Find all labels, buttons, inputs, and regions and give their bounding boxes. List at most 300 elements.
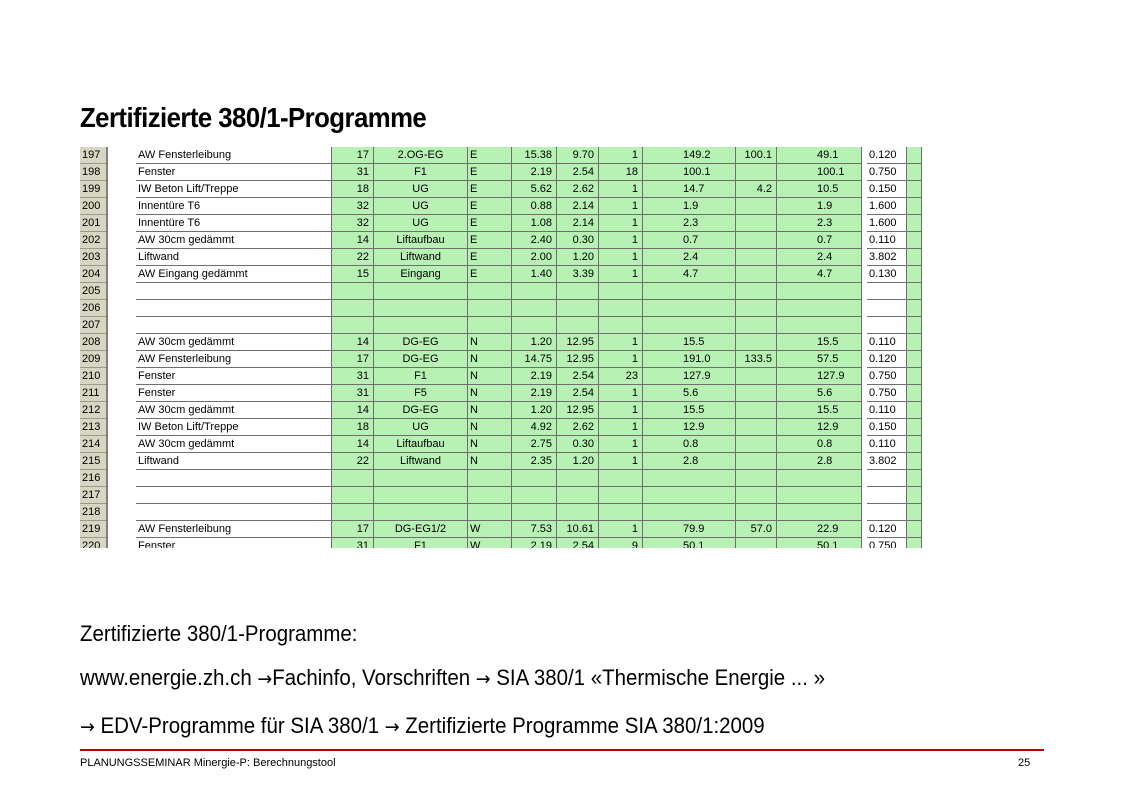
cell-v2 bbox=[557, 317, 599, 334]
cell-code: 22 bbox=[332, 249, 374, 266]
cell-x bbox=[907, 351, 922, 368]
row-number: 201 bbox=[80, 215, 106, 232]
cell-n: 1 bbox=[599, 521, 643, 538]
row-number: 205 bbox=[80, 283, 106, 300]
table-row bbox=[136, 487, 922, 504]
cell-x bbox=[907, 368, 922, 385]
cell-c: 49.1 bbox=[777, 147, 862, 164]
cell-v2: 1.20 bbox=[557, 453, 599, 470]
cell-c: 22.9 bbox=[777, 521, 862, 538]
cell-u bbox=[867, 317, 907, 334]
cell-x bbox=[907, 470, 922, 487]
row-number: 215 bbox=[80, 453, 106, 470]
cell-b bbox=[736, 470, 777, 487]
cell-dir: E bbox=[468, 164, 512, 181]
table-row bbox=[136, 385, 922, 402]
table-row bbox=[136, 334, 922, 351]
table-row bbox=[136, 470, 922, 487]
cell-v2 bbox=[557, 300, 599, 317]
cell-b bbox=[736, 385, 777, 402]
cell-loc: UG bbox=[374, 215, 468, 232]
cell-n: 1 bbox=[599, 266, 643, 283]
cell-code bbox=[332, 317, 374, 334]
cell-n: 18 bbox=[599, 164, 643, 181]
cell-n: 1 bbox=[599, 232, 643, 249]
cell-x bbox=[907, 232, 922, 249]
cell-n bbox=[599, 300, 643, 317]
cell-u: 3.802 bbox=[867, 249, 907, 266]
row-number: 216 bbox=[80, 470, 106, 487]
footer-divider bbox=[80, 749, 1044, 751]
page-number: 25 bbox=[1018, 757, 1031, 769]
cell-dir: W bbox=[468, 538, 512, 548]
table-row bbox=[136, 402, 922, 419]
cell-c bbox=[777, 487, 862, 504]
cell-name bbox=[136, 504, 332, 521]
cell-dir: N bbox=[468, 351, 512, 368]
cell-b bbox=[736, 283, 777, 300]
cell-u bbox=[867, 300, 907, 317]
cell-dir: N bbox=[468, 453, 512, 470]
cell-c: 12.9 bbox=[777, 419, 862, 436]
cell-name: Innentüre T6 bbox=[136, 198, 332, 215]
cell-v1: 7.53 bbox=[512, 521, 557, 538]
cell-loc: Liftaufbau bbox=[374, 436, 468, 453]
cell-a bbox=[643, 504, 736, 521]
cell-v1: 2.75 bbox=[512, 436, 557, 453]
table-row bbox=[136, 215, 922, 232]
cell-b bbox=[736, 436, 777, 453]
text-line-3 bbox=[80, 712, 765, 741]
cell-c: 5.6 bbox=[777, 385, 862, 402]
cell-a: 12.9 bbox=[643, 419, 736, 436]
cell-v2: 0.30 bbox=[557, 232, 599, 249]
cell-u bbox=[867, 283, 907, 300]
cell-dir bbox=[468, 504, 512, 521]
cell-v2: 2.54 bbox=[557, 385, 599, 402]
table-row bbox=[136, 538, 922, 548]
nav-step-fachinfo: Fachinfo, Vorschriften bbox=[272, 665, 476, 690]
row-number: 208 bbox=[80, 334, 106, 351]
cell-a: 191.0 bbox=[643, 351, 736, 368]
cell-name: Liftwand bbox=[136, 453, 332, 470]
cell-loc: F5 bbox=[374, 385, 468, 402]
cell-v1: 2.19 bbox=[512, 164, 557, 181]
table-row bbox=[136, 147, 922, 164]
cell-u: 0.150 bbox=[867, 181, 907, 198]
cell-name: AW 30cm gedämmt bbox=[136, 436, 332, 453]
cell-name: AW Fensterleibung bbox=[136, 351, 332, 368]
row-number: 220 bbox=[80, 538, 106, 548]
cell-c: 0.8 bbox=[777, 436, 862, 453]
cell-v1: 1.20 bbox=[512, 402, 557, 419]
cell-b bbox=[736, 232, 777, 249]
cell-b bbox=[736, 164, 777, 181]
cell-c bbox=[777, 504, 862, 521]
cell-a: 14.7 bbox=[643, 181, 736, 198]
arrow-right-icon: → bbox=[384, 716, 400, 738]
cell-v1: 15.38 bbox=[512, 147, 557, 164]
slide-title: Zertifizierte 380/1-Programme bbox=[80, 102, 427, 133]
cell-dir: E bbox=[468, 147, 512, 164]
row-number: 204 bbox=[80, 266, 106, 283]
text-line-1 bbox=[80, 620, 357, 648]
row-number: 217 bbox=[80, 487, 106, 504]
cell-x bbox=[907, 249, 922, 266]
cell-v2: 2.14 bbox=[557, 215, 599, 232]
cell-name: Innentüre T6 bbox=[136, 215, 332, 232]
cell-a bbox=[643, 487, 736, 504]
cell-loc bbox=[374, 300, 468, 317]
cell-code: 18 bbox=[332, 419, 374, 436]
cell-v1 bbox=[512, 300, 557, 317]
row-number: 206 bbox=[80, 300, 106, 317]
cell-code: 32 bbox=[332, 198, 374, 215]
cell-n bbox=[599, 470, 643, 487]
cell-u: 0.130 bbox=[867, 266, 907, 283]
cell-b: 4.2 bbox=[736, 181, 777, 198]
nav-step-sia: SIA 380/1 «Thermische Energie ... » bbox=[490, 665, 825, 690]
cell-dir: E bbox=[468, 232, 512, 249]
cell-code: 18 bbox=[332, 181, 374, 198]
row-number: 213 bbox=[80, 419, 106, 436]
row-number: 198 bbox=[80, 164, 106, 181]
row-number: 214 bbox=[80, 436, 106, 453]
cell-code bbox=[332, 504, 374, 521]
cell-v2: 2.54 bbox=[557, 164, 599, 181]
cell-a: 127.9 bbox=[643, 368, 736, 385]
cell-x bbox=[907, 283, 922, 300]
cell-c bbox=[777, 300, 862, 317]
cell-a: 15.5 bbox=[643, 334, 736, 351]
cell-x bbox=[907, 538, 922, 548]
cell-v2: 2.54 bbox=[557, 538, 599, 548]
cell-v2 bbox=[557, 487, 599, 504]
arrow-right-icon: → bbox=[257, 668, 273, 690]
cell-name: Liftwand bbox=[136, 249, 332, 266]
cell-u: 3.802 bbox=[867, 453, 907, 470]
cell-n: 1 bbox=[599, 453, 643, 470]
cell-v2: 2.62 bbox=[557, 419, 599, 436]
cell-b: 133.5 bbox=[736, 351, 777, 368]
cell-v1: 2.35 bbox=[512, 453, 557, 470]
cell-b bbox=[736, 402, 777, 419]
cell-x bbox=[907, 300, 922, 317]
table-row bbox=[136, 198, 922, 215]
cell-c: 127.9 bbox=[777, 368, 862, 385]
cell-b: 57.0 bbox=[736, 521, 777, 538]
cell-code: 17 bbox=[332, 147, 374, 164]
cell-code: 31 bbox=[332, 164, 374, 181]
cell-code: 14 bbox=[332, 334, 374, 351]
cell-n: 23 bbox=[599, 368, 643, 385]
cell-name: Fenster bbox=[136, 368, 332, 385]
cell-a: 15.5 bbox=[643, 402, 736, 419]
cell-loc: DG-EG1/2 bbox=[374, 521, 468, 538]
table-row bbox=[136, 249, 922, 266]
cell-v2: 0.30 bbox=[557, 436, 599, 453]
cell-v2: 12.95 bbox=[557, 334, 599, 351]
table-row bbox=[136, 317, 922, 334]
cell-dir bbox=[468, 283, 512, 300]
cell-v1: 14.75 bbox=[512, 351, 557, 368]
cell-a: 4.7 bbox=[643, 266, 736, 283]
cell-loc: DG-EG bbox=[374, 402, 468, 419]
cell-x bbox=[907, 385, 922, 402]
cell-x bbox=[907, 164, 922, 181]
cell-code bbox=[332, 487, 374, 504]
cell-c: 15.5 bbox=[777, 334, 862, 351]
cell-v2: 12.95 bbox=[557, 351, 599, 368]
cell-dir: N bbox=[468, 436, 512, 453]
cell-u: 1.600 bbox=[867, 215, 907, 232]
cell-v2: 1.20 bbox=[557, 249, 599, 266]
row-number: 203 bbox=[80, 249, 106, 266]
row-number: 211 bbox=[80, 385, 106, 402]
cell-a bbox=[643, 283, 736, 300]
cell-name: AW Fensterleibung bbox=[136, 147, 332, 164]
cell-x bbox=[907, 266, 922, 283]
cell-b: 100.1 bbox=[736, 147, 777, 164]
cell-c: 2.8 bbox=[777, 453, 862, 470]
cell-n: 1 bbox=[599, 334, 643, 351]
cell-n bbox=[599, 504, 643, 521]
cell-b bbox=[736, 487, 777, 504]
cell-v1: 5.62 bbox=[512, 181, 557, 198]
cell-loc: F1 bbox=[374, 538, 468, 548]
cell-a: 79.9 bbox=[643, 521, 736, 538]
cell-b bbox=[736, 266, 777, 283]
cell-v1 bbox=[512, 504, 557, 521]
cell-b bbox=[736, 334, 777, 351]
table-row bbox=[136, 181, 922, 198]
cell-n bbox=[599, 283, 643, 300]
cell-v2: 2.14 bbox=[557, 198, 599, 215]
cell-b bbox=[736, 249, 777, 266]
cell-loc bbox=[374, 504, 468, 521]
cell-u: 0.110 bbox=[867, 232, 907, 249]
arrow-right-icon: → bbox=[80, 716, 95, 738]
cell-c: 4.7 bbox=[777, 266, 862, 283]
cell-a bbox=[643, 317, 736, 334]
cell-dir: N bbox=[468, 334, 512, 351]
cell-v1: 1.40 bbox=[512, 266, 557, 283]
cell-dir: E bbox=[468, 249, 512, 266]
table-row bbox=[136, 368, 922, 385]
cell-name: IW Beton Lift/Treppe bbox=[136, 181, 332, 198]
table-row bbox=[136, 283, 922, 300]
row-number: 210 bbox=[80, 368, 106, 385]
cell-n: 1 bbox=[599, 147, 643, 164]
table-row bbox=[136, 351, 922, 368]
cell-name: AW 30cm gedämmt bbox=[136, 334, 332, 351]
cell-x bbox=[907, 334, 922, 351]
nav-step-edv: EDV-Programme für SIA 380/1 bbox=[94, 713, 385, 738]
cell-u bbox=[867, 487, 907, 504]
cell-x bbox=[907, 504, 922, 521]
cell-code: 31 bbox=[332, 538, 374, 548]
cell-code: 15 bbox=[332, 266, 374, 283]
cell-loc: UG bbox=[374, 419, 468, 436]
cell-c bbox=[777, 317, 862, 334]
cell-b bbox=[736, 215, 777, 232]
cell-a bbox=[643, 300, 736, 317]
cell-loc: Liftwand bbox=[374, 453, 468, 470]
cell-loc: 2.OG-EG bbox=[374, 147, 468, 164]
cell-a: 50.1 bbox=[643, 538, 736, 548]
cell-name: IW Beton Lift/Treppe bbox=[136, 419, 332, 436]
cell-a: 2.4 bbox=[643, 249, 736, 266]
cell-dir bbox=[468, 487, 512, 504]
cell-code: 31 bbox=[332, 368, 374, 385]
cell-name: AW Fensterleibung bbox=[136, 521, 332, 538]
cell-code: 22 bbox=[332, 453, 374, 470]
cell-loc: F1 bbox=[374, 164, 468, 181]
cell-dir bbox=[468, 300, 512, 317]
cell-v2: 10.61 bbox=[557, 521, 599, 538]
cell-b bbox=[736, 419, 777, 436]
cell-name: Fenster bbox=[136, 538, 332, 548]
url-text: www.energie.zh.ch bbox=[80, 665, 258, 690]
cell-b bbox=[736, 453, 777, 470]
cell-x bbox=[907, 215, 922, 232]
cell-name bbox=[136, 283, 332, 300]
table-row bbox=[136, 453, 922, 470]
arrow-right-icon: → bbox=[475, 668, 491, 690]
cell-code: 14 bbox=[332, 402, 374, 419]
cell-v1: 0.88 bbox=[512, 198, 557, 215]
cell-name: AW Eingang gedämmt bbox=[136, 266, 332, 283]
cell-n: 1 bbox=[599, 249, 643, 266]
cell-loc bbox=[374, 487, 468, 504]
certified-programs-label: Zertifizierte 380/1-Programme: bbox=[80, 621, 358, 646]
cell-u: 0.750 bbox=[867, 538, 907, 548]
cell-v2: 9.70 bbox=[557, 147, 599, 164]
cell-a: 0.7 bbox=[643, 232, 736, 249]
row-number: 219 bbox=[80, 521, 106, 538]
cell-v1 bbox=[512, 317, 557, 334]
cell-v1 bbox=[512, 487, 557, 504]
cell-v2 bbox=[557, 283, 599, 300]
cell-n: 1 bbox=[599, 215, 643, 232]
cell-u: 0.120 bbox=[867, 147, 907, 164]
cell-name bbox=[136, 487, 332, 504]
cell-a: 100.1 bbox=[643, 164, 736, 181]
row-number: 202 bbox=[80, 232, 106, 249]
row-number: 207 bbox=[80, 317, 106, 334]
cell-c: 100.1 bbox=[777, 164, 862, 181]
cell-v1: 2.19 bbox=[512, 385, 557, 402]
text-line-2 bbox=[80, 664, 825, 693]
cell-dir: N bbox=[468, 368, 512, 385]
cell-u bbox=[867, 470, 907, 487]
cell-dir bbox=[468, 317, 512, 334]
cell-c: 2.4 bbox=[777, 249, 862, 266]
cell-loc bbox=[374, 317, 468, 334]
cell-n: 1 bbox=[599, 181, 643, 198]
cell-dir bbox=[468, 470, 512, 487]
cell-a: 2.8 bbox=[643, 453, 736, 470]
row-number: 197 bbox=[80, 147, 106, 164]
cell-v1: 1.08 bbox=[512, 215, 557, 232]
cell-n: 1 bbox=[599, 419, 643, 436]
cell-u: 0.750 bbox=[867, 368, 907, 385]
cell-loc: Eingang bbox=[374, 266, 468, 283]
cell-v1: 2.19 bbox=[512, 368, 557, 385]
cell-code bbox=[332, 470, 374, 487]
row-number: 218 bbox=[80, 504, 106, 521]
cell-dir: N bbox=[468, 402, 512, 419]
table-row bbox=[136, 521, 922, 538]
cell-v2 bbox=[557, 504, 599, 521]
cell-u: 0.750 bbox=[867, 385, 907, 402]
cell-u bbox=[867, 504, 907, 521]
cell-x bbox=[907, 487, 922, 504]
cell-v1: 2.00 bbox=[512, 249, 557, 266]
cell-c: 0.7 bbox=[777, 232, 862, 249]
cell-b bbox=[736, 317, 777, 334]
cell-n: 9 bbox=[599, 538, 643, 548]
cell-dir: E bbox=[468, 181, 512, 198]
cell-loc: Liftaufbau bbox=[374, 232, 468, 249]
cell-u: 0.110 bbox=[867, 334, 907, 351]
cell-c: 15.5 bbox=[777, 402, 862, 419]
cell-name: AW 30cm gedämmt bbox=[136, 402, 332, 419]
cell-loc bbox=[374, 470, 468, 487]
cell-loc: Liftwand bbox=[374, 249, 468, 266]
footer-text: PLANUNGSSEMINAR Minergie-P: Berechnungstool bbox=[80, 757, 336, 769]
cell-x bbox=[907, 317, 922, 334]
cell-loc: UG bbox=[374, 198, 468, 215]
cell-code: 31 bbox=[332, 385, 374, 402]
cell-dir: E bbox=[468, 198, 512, 215]
spreadsheet-screenshot bbox=[80, 147, 922, 548]
cell-n bbox=[599, 487, 643, 504]
cell-code: 17 bbox=[332, 351, 374, 368]
cell-a bbox=[643, 470, 736, 487]
row-header-separator bbox=[106, 147, 108, 548]
cell-v2: 2.54 bbox=[557, 368, 599, 385]
cell-code bbox=[332, 283, 374, 300]
cell-x bbox=[907, 181, 922, 198]
cell-u: 0.120 bbox=[867, 521, 907, 538]
cell-c: 10.5 bbox=[777, 181, 862, 198]
cell-dir: E bbox=[468, 266, 512, 283]
cell-v2: 3.39 bbox=[557, 266, 599, 283]
cell-x bbox=[907, 419, 922, 436]
cell-b bbox=[736, 538, 777, 548]
cell-b bbox=[736, 504, 777, 521]
cell-dir: E bbox=[468, 215, 512, 232]
cell-name: Fenster bbox=[136, 164, 332, 181]
table-row bbox=[136, 504, 922, 521]
cell-loc: F1 bbox=[374, 368, 468, 385]
cell-name: Fenster bbox=[136, 385, 332, 402]
cell-v1: 2.40 bbox=[512, 232, 557, 249]
cell-code: 17 bbox=[332, 521, 374, 538]
cell-n: 1 bbox=[599, 385, 643, 402]
row-number: 212 bbox=[80, 402, 106, 419]
cell-c bbox=[777, 470, 862, 487]
cell-n: 1 bbox=[599, 436, 643, 453]
cell-b bbox=[736, 198, 777, 215]
cell-x bbox=[907, 521, 922, 538]
cell-x bbox=[907, 453, 922, 470]
table-row bbox=[136, 436, 922, 453]
cell-x bbox=[907, 198, 922, 215]
cell-c: 57.5 bbox=[777, 351, 862, 368]
cell-v1 bbox=[512, 283, 557, 300]
